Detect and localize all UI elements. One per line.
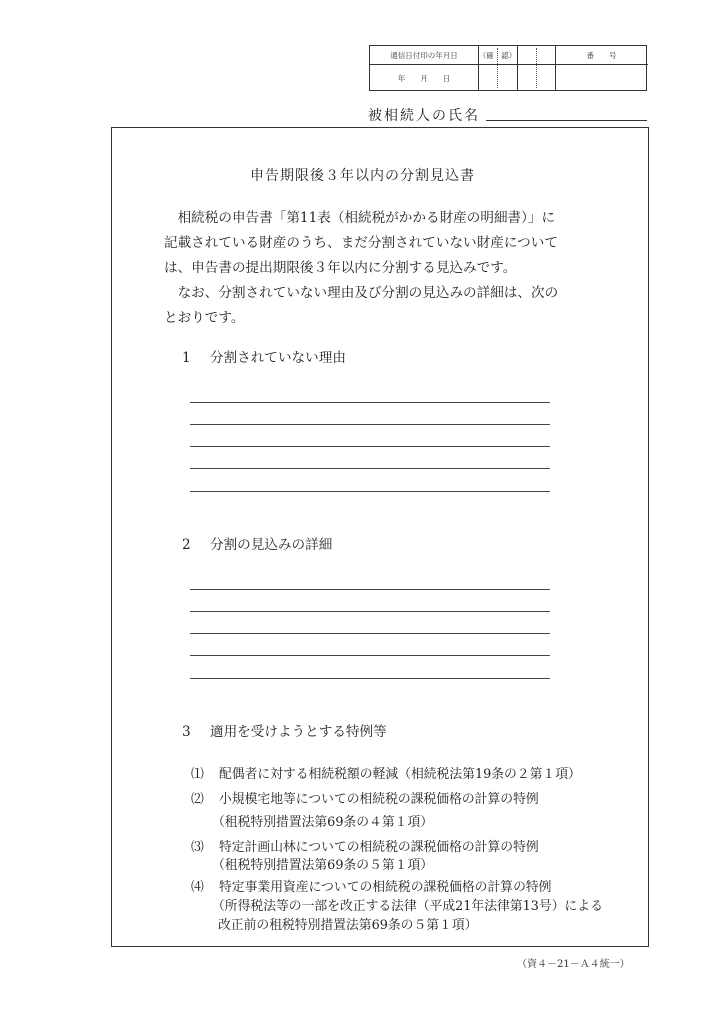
section-2-label: 分割の見込みの詳細 [210, 537, 333, 553]
intro-line-4: なお、分割されていない理由及び分割の見込みの詳細は、次の [164, 285, 559, 301]
detail-line-4[interactable] [190, 655, 550, 656]
deceased-name-field[interactable] [486, 120, 647, 121]
intro-line-2: 記載されている財産のうち、まだ分割されていない財産について [164, 235, 558, 251]
special-item-1-text: 配偶者に対する相続税額の軽減（相続税法第19条の２第１項） [219, 767, 581, 782]
section-1-heading [182, 346, 346, 366]
detail-line-2[interactable] [190, 611, 550, 612]
section-2-heading [182, 533, 332, 553]
section-3-heading [182, 720, 387, 740]
section-1-label: 分割されていない理由 [210, 350, 346, 366]
special-item-1 [191, 763, 581, 782]
special-item-2-sub: （租税特別措置法第69条の４第１項） [212, 815, 434, 830]
stamp-number-header: 番 号 [586, 51, 617, 60]
special-item-3 [191, 836, 539, 855]
reason-line-1[interactable] [190, 402, 550, 403]
special-item-2 [191, 788, 539, 807]
intro-line-5: とおりです。 [164, 310, 245, 326]
stamp-date-header: 通信日付印の年月日 [390, 51, 458, 60]
special-item-3-sub: （租税特別措置法第69条の５第１項） [212, 858, 434, 873]
form-code: （資４－21－Ａ４統一） [517, 959, 630, 970]
stamp-confirm-header: （確 認） [478, 51, 517, 60]
detail-line-5[interactable] [190, 678, 550, 679]
stamp-table [369, 45, 647, 91]
section-1-number: 1 [182, 350, 191, 366]
special-item-2-text: 小規模宅地等についての相続税の課税価格の計算の特例 [219, 792, 539, 807]
special-item-4 [191, 876, 551, 895]
special-item-2-mark: ⑵ [191, 792, 204, 807]
special-item-1-mark: ⑴ [191, 767, 204, 782]
section-3-label: 適用を受けようとする特例等 [210, 724, 387, 740]
intro-line-1: 相続税の申告書「第11表（相続税がかかる財産の明細書）」に [164, 210, 556, 226]
stamp-date-value: 年 月 日 [397, 74, 451, 83]
special-item-4-mark: ⑷ [191, 880, 204, 895]
section-3-number: 3 [182, 724, 191, 740]
special-item-4-sub: （所得税法等の一部を改正する法律（平成21年法律第13号）による [212, 899, 603, 914]
special-item-3-mark: ⑶ [191, 840, 204, 855]
detail-line-3[interactable] [190, 633, 550, 634]
deceased-name-label: 被相続人の氏名 [368, 108, 480, 124]
intro-line-3: は、申告書の提出期限後３年以内に分割する見込みです。 [164, 260, 517, 276]
detail-line-1[interactable] [190, 589, 550, 590]
reason-line-5[interactable] [190, 491, 550, 492]
special-item-4-text: 特定事業用資産についての相続税の課税価格の計算の特例 [219, 880, 552, 895]
reason-line-3[interactable] [190, 446, 550, 447]
section-2-number: 2 [182, 537, 191, 553]
special-item-4-sub2: 改正前の租税特別措置法第69条の５第１項） [218, 918, 478, 933]
page-title: 申告期限後３年以内の分割見込書 [250, 168, 475, 184]
reason-line-2[interactable] [190, 424, 550, 425]
reason-line-4[interactable] [190, 468, 550, 469]
special-item-3-text: 特定計画山林についての相続税の課税価格の計算の特例 [219, 840, 539, 855]
